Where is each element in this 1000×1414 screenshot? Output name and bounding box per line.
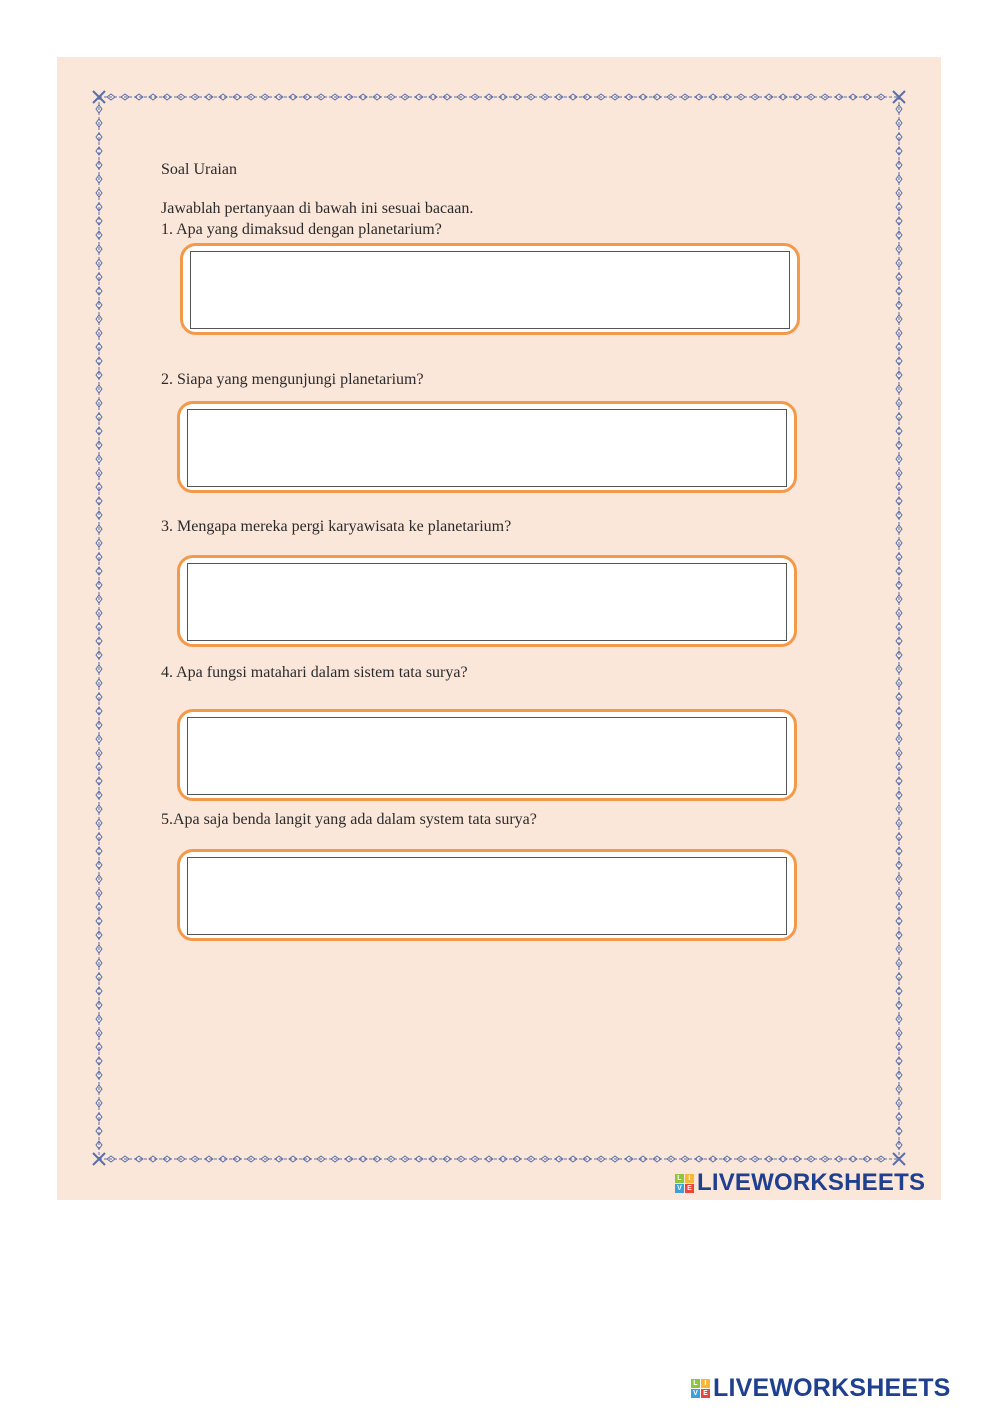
mark-letter: I xyxy=(685,1174,694,1183)
answer-input-3[interactable] xyxy=(187,563,787,641)
question-3-text: 3. Mengapa mereka pergi karyawisata ke planetarium? xyxy=(161,518,512,535)
mark-letter: E xyxy=(685,1184,694,1193)
brand-name: LIVEWORKSHEETS xyxy=(697,1169,926,1196)
mark-letter: V xyxy=(675,1184,684,1193)
question-4-text: 4. Apa fungsi matahari dalam sistem tata surya? xyxy=(161,664,468,681)
answer-frame-5 xyxy=(177,849,797,941)
mark-letter: L xyxy=(675,1174,684,1183)
worksheet-instruction: Jawablah pertanyaan di bawah ini sesuai bacaan. xyxy=(161,200,474,217)
mark-letter: I xyxy=(701,1379,710,1388)
sheet-brand-logo xyxy=(675,1169,925,1197)
question-2-text: 2. Siapa yang mengunjungi planetarium? xyxy=(161,371,424,388)
answer-frame-1 xyxy=(180,243,800,335)
answer-input-4[interactable] xyxy=(187,717,787,795)
worksheet-title: Soal Uraian xyxy=(161,161,237,178)
answer-frame-3 xyxy=(177,555,797,647)
page-brand-logo xyxy=(691,1374,951,1403)
liveworksheets-mark-icon xyxy=(675,1174,694,1193)
answer-input-1[interactable] xyxy=(190,251,790,329)
border-corner-ornament xyxy=(93,91,105,103)
answer-input-2[interactable] xyxy=(187,409,787,487)
worksheet-page xyxy=(57,57,941,1200)
mark-letter: V xyxy=(691,1389,700,1398)
question-5-text: 5.Apa saja benda langit yang ada dalam system tata surya? xyxy=(161,811,537,828)
question-1-text: 1. Apa yang dimaksud dengan planetarium? xyxy=(161,221,442,238)
answer-frame-4 xyxy=(177,709,797,801)
answer-input-5[interactable] xyxy=(187,857,787,935)
answer-frame-2 xyxy=(177,401,797,493)
liveworksheets-mark-icon xyxy=(691,1379,710,1398)
mark-letter: E xyxy=(701,1389,710,1398)
brand-name: LIVEWORKSHEETS xyxy=(713,1374,951,1402)
mark-letter: L xyxy=(691,1379,700,1388)
